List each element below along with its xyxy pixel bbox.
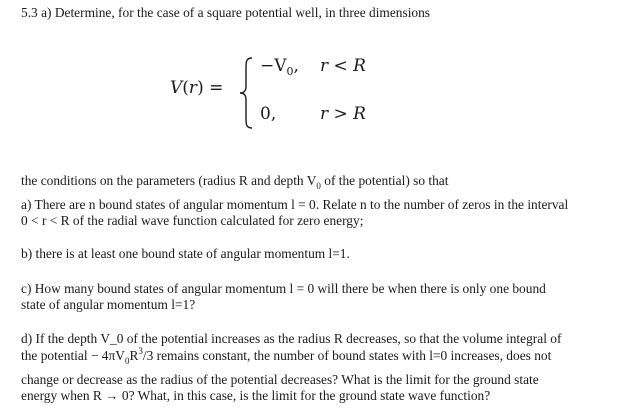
intro-text-a: the conditions on the parameters (radius R and depth V: [21, 173, 317, 188]
part-a-line2: 0 < r < R of the radial wave function calculated for zero energy;: [21, 213, 364, 228]
lhs-open-paren: (: [182, 78, 189, 98]
part-d-line3: change or decrease as the radius of the potential decreases? What is the limit for the ground state: [21, 372, 539, 387]
case2-value: 0,: [260, 104, 277, 124]
case1-value-comma: ,: [293, 56, 299, 76]
case1-value-subscript: 0: [286, 65, 294, 78]
part-d-line4: energy when R → 0? What, in this case, is the limit for the ground state wave function?: [21, 388, 491, 403]
part-d-line2-text-b: R: [129, 348, 139, 363]
part-d-line2-superscript: 3: [138, 346, 143, 356]
part-a-line1: a) There are n bound states of angular momentum l = 0. Relate n to the number of zeros in the interval: [21, 197, 569, 212]
case1-value: [260, 56, 299, 78]
case2-condition: r > R: [320, 104, 366, 124]
part-c-line2: state of angular momentum l=1?: [21, 297, 196, 312]
lhs-radius-symbol: r: [188, 78, 198, 98]
case1-condition: r < R: [320, 56, 366, 76]
lhs-potential-symbol: V: [170, 78, 183, 98]
part-d-line2: [21, 348, 551, 365]
part-b: b) there is at least one bound state of angular momentum l=1.: [21, 246, 350, 261]
intro-subscript: 0: [316, 181, 321, 191]
intro-line: [21, 173, 448, 190]
lhs-equals-sign: =: [203, 78, 224, 98]
case1-value-text: −V: [260, 56, 287, 76]
lhs-close-paren: ): [197, 78, 204, 98]
part-d-line2-text-a: the potential − 4πV: [21, 348, 125, 363]
potential-equation: [160, 46, 420, 136]
left-brace: [238, 56, 254, 130]
problem-heading: 5.3 a) Determine, for the case of a square potential well, in three dimensions: [21, 5, 431, 20]
part-d-line1: d) If the depth V_0 of the potential increases as the radius R decreases, so that the volume integral of: [21, 331, 562, 346]
part-d-line2-subscript: 0: [124, 356, 130, 366]
equation-lhs: [170, 78, 223, 98]
part-c-line1: c) How many bound states of angular momentum l = 0 will there be when there is only one bound: [21, 281, 546, 296]
part-d-line2-text-c: /3 remains constant, the number of bound states with l=0 increases, does not: [142, 348, 552, 363]
intro-text-b: of the potential) so that: [320, 173, 449, 188]
